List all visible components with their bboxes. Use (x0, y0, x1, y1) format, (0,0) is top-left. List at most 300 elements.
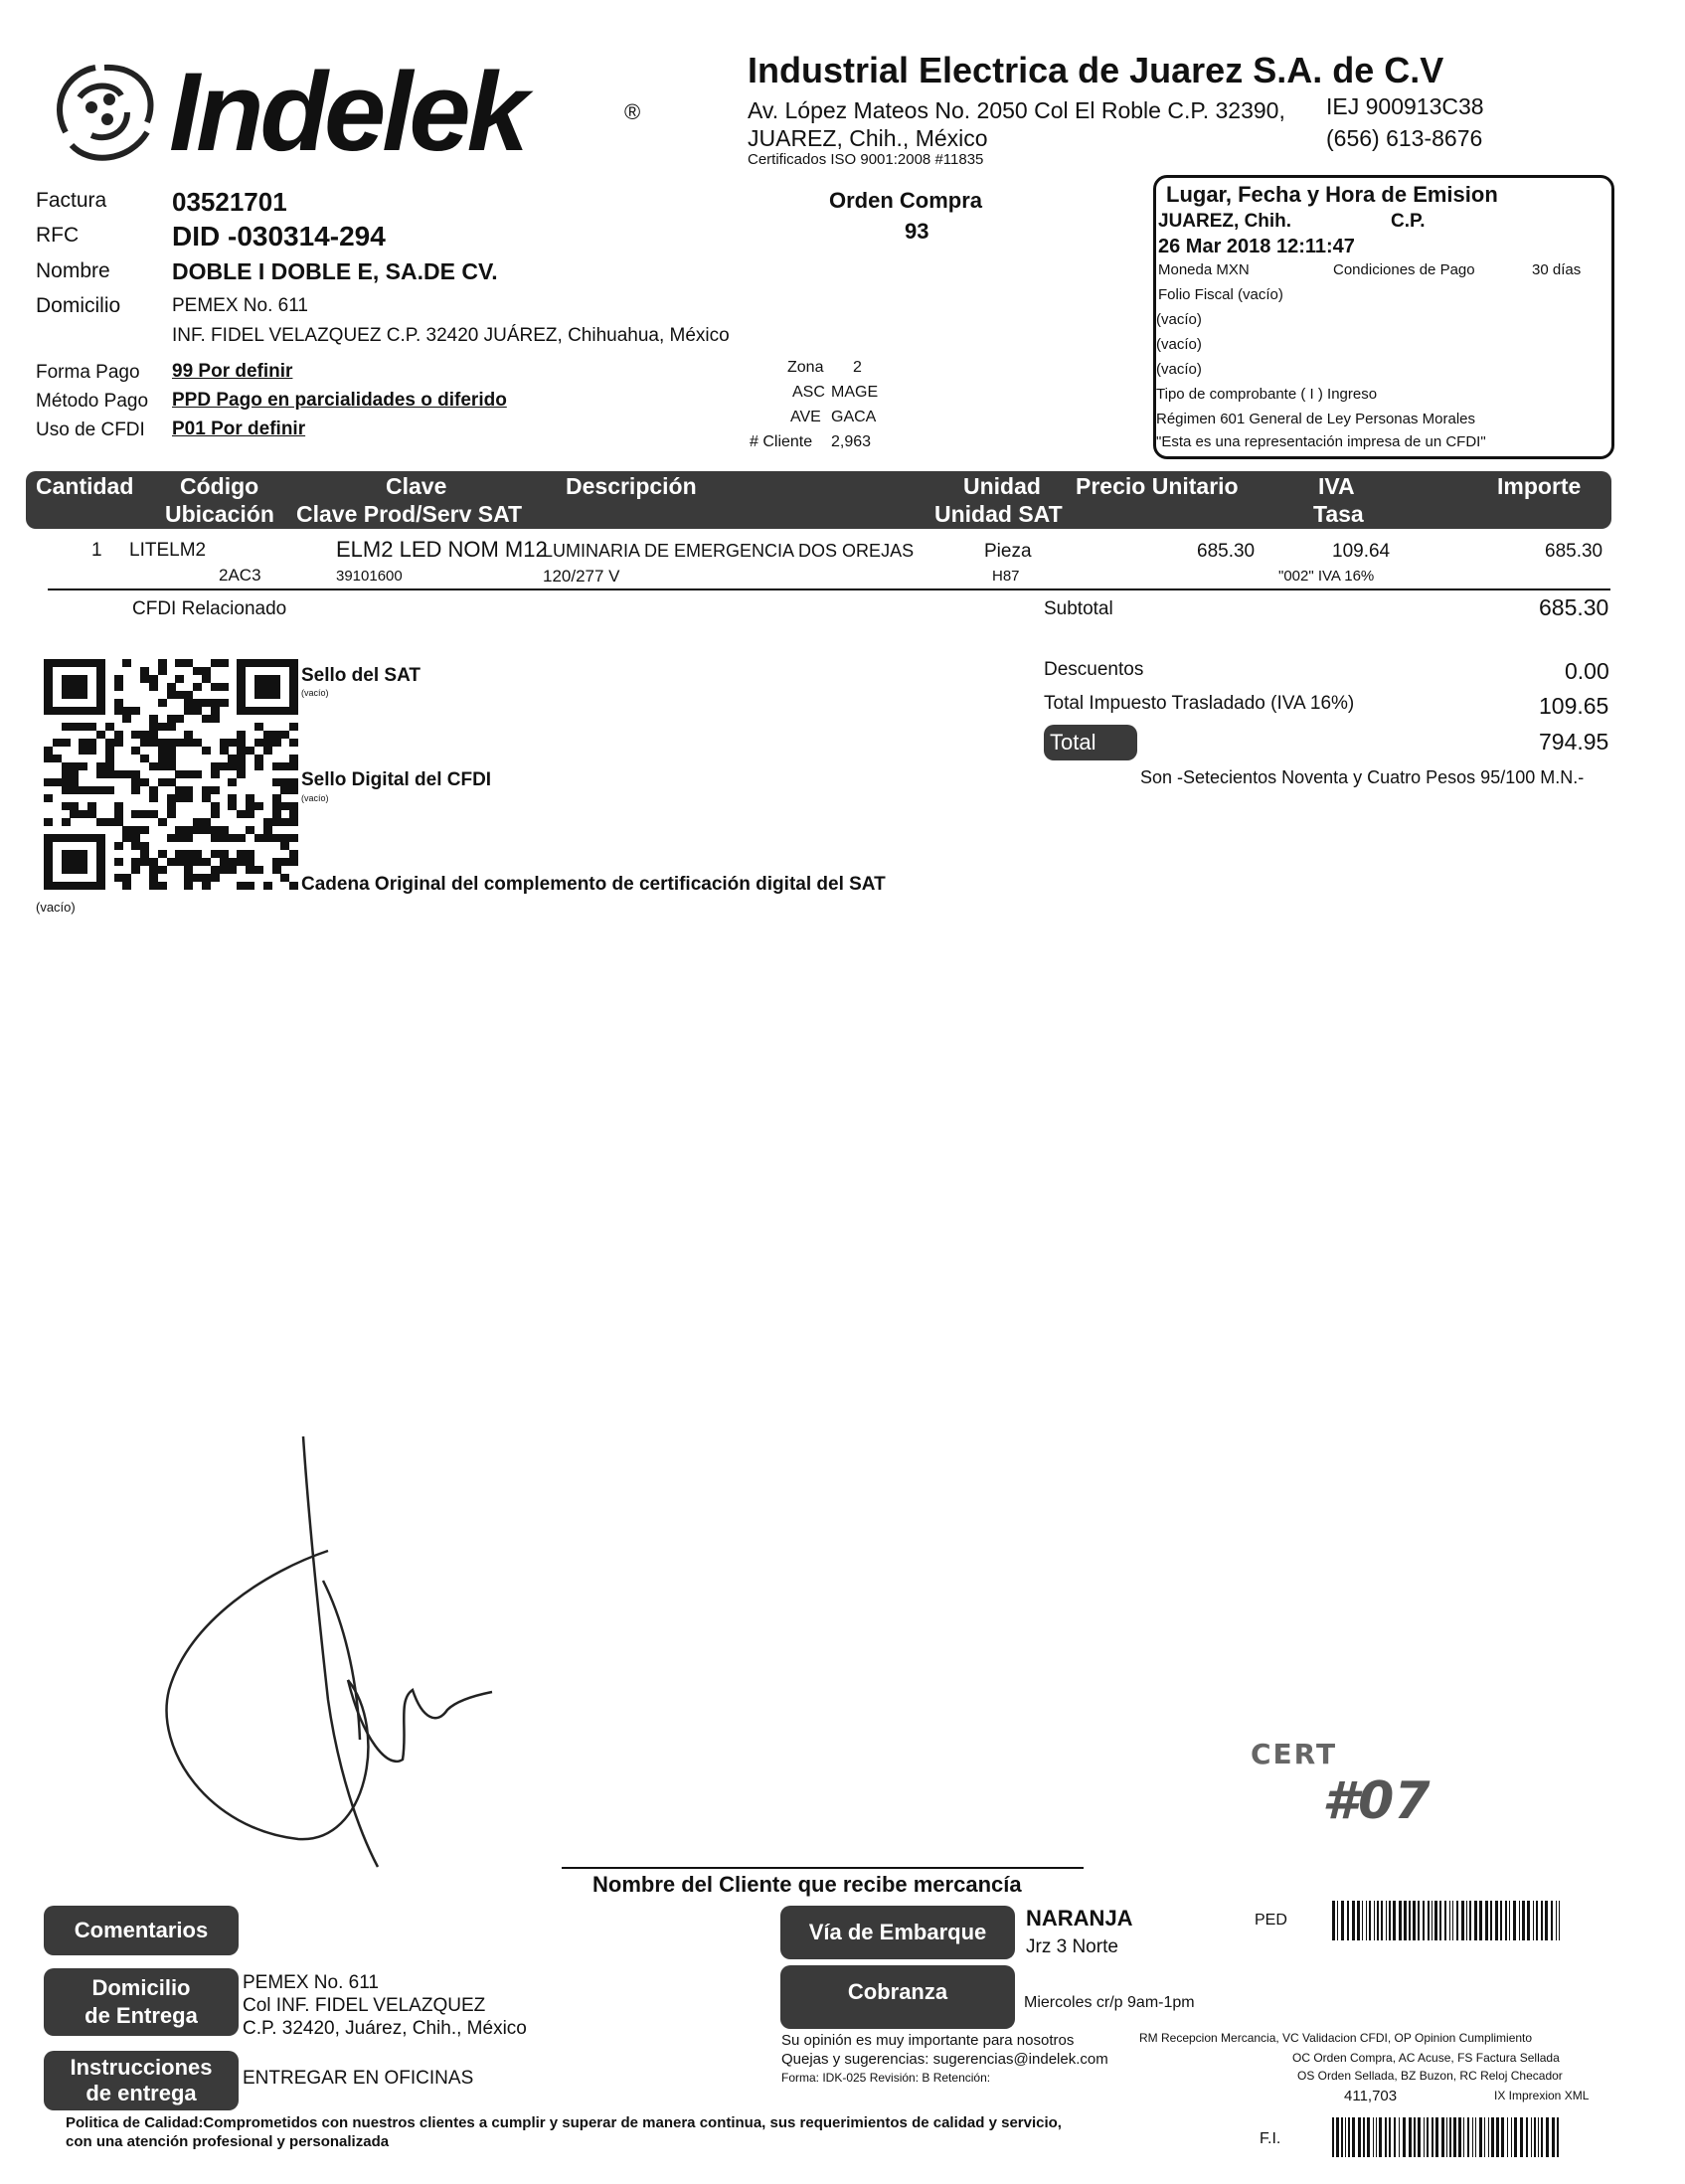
rfc-label: RFC (36, 224, 80, 247)
qr-module (96, 731, 105, 739)
qr-module (246, 747, 254, 755)
qr-module (237, 810, 246, 818)
nombre-value: DOBLE I DOBLE E, SA.DE CV. (172, 258, 498, 284)
barcode-bar (1495, 1901, 1498, 1940)
item-cantidad: 1 (91, 540, 102, 561)
qr-module (220, 858, 229, 866)
qr-module (202, 786, 211, 794)
barcode-bar (1399, 1901, 1402, 1940)
qr-module (211, 715, 220, 723)
qr-module (62, 786, 71, 794)
qr-module (131, 834, 140, 842)
barcode-bar (1413, 1901, 1416, 1940)
qr-module (62, 778, 71, 786)
sello-sat-value: (vacío) (301, 688, 329, 698)
qr-module (246, 810, 254, 818)
qr-module (246, 802, 254, 810)
qr-module (87, 802, 96, 810)
nombre-label: Nombre (36, 259, 110, 282)
barcode-bar (1488, 2117, 1489, 2157)
barcode-bar (1449, 1901, 1450, 1940)
qr-module (175, 850, 184, 858)
qr-module (280, 731, 289, 739)
fi-label: F.I. (1260, 2130, 1281, 2147)
qr-module (167, 794, 176, 802)
qr-module (280, 818, 289, 826)
logo-text: Indelek (169, 50, 525, 174)
qr-module (272, 818, 281, 826)
qr-module (167, 683, 176, 691)
legend-line4: IX Imprexion XML (1494, 2089, 1590, 2102)
factura-label: Factura (36, 189, 107, 212)
qr-module (237, 747, 246, 755)
col-codigo: Código (180, 473, 259, 499)
qr-module (140, 826, 149, 834)
qr-module (96, 762, 105, 770)
barcode-bar (1520, 2117, 1523, 2157)
col-clave: Clave (386, 473, 447, 499)
qr-module (193, 707, 202, 715)
barcode-bar (1511, 2117, 1512, 2157)
qr-module (105, 739, 114, 747)
qr-module (237, 762, 246, 770)
qr-module (114, 770, 123, 778)
qr-module (158, 882, 167, 890)
barcode-bar (1513, 1901, 1516, 1940)
qr-module (184, 858, 193, 866)
barcode-bar (1441, 2117, 1444, 2157)
col-cantidad: Cantidad (36, 473, 134, 499)
qr-module (70, 778, 79, 786)
qr-module (237, 858, 246, 866)
ave-label: AVE (790, 409, 821, 425)
total-value: 794.95 (1539, 729, 1609, 755)
qr-module (280, 842, 289, 850)
qr-module (140, 842, 149, 850)
representacion: "Esta es una representación impresa de un CFDI" (1156, 433, 1486, 450)
qr-module (114, 818, 123, 826)
col-importe: Importe (1497, 473, 1582, 499)
qr-module (140, 810, 149, 818)
item-clave-prod: 39101600 (336, 568, 403, 585)
col-unidad: Unidad (963, 473, 1041, 499)
emission-datetime: 26 Mar 2018 12:11:47 (1158, 236, 1355, 257)
registered-mark: ® (624, 99, 641, 124)
qr-module (202, 675, 211, 683)
qr-module (289, 755, 298, 762)
qr-module (211, 866, 220, 874)
barcode-bar (1414, 2117, 1416, 2157)
qr-module (131, 866, 140, 874)
items-table-header (26, 471, 1611, 529)
qr-module (263, 826, 272, 834)
barcode-bar (1538, 2117, 1539, 2157)
qr-module (175, 826, 184, 834)
qr-module (114, 810, 123, 818)
qr-module (254, 755, 263, 762)
qr-module (211, 762, 220, 770)
barcode-bar (1435, 2117, 1438, 2157)
qr-module (280, 802, 289, 810)
barcode-bar (1394, 2117, 1396, 2157)
signature-line (562, 1867, 1084, 1869)
barcode-bar (1526, 2117, 1528, 2157)
qr-module (44, 818, 53, 826)
barcode-bar (1347, 1901, 1349, 1940)
barcode-bar (1456, 1901, 1458, 1940)
vacio-3: (vacío) (1156, 361, 1202, 378)
qr-module (193, 667, 202, 675)
qr-module (131, 747, 140, 755)
qr-module (114, 739, 123, 747)
qr-module (140, 739, 149, 747)
qr-module (167, 723, 176, 731)
descuentos-value: 0.00 (1565, 658, 1609, 684)
qr-code (44, 659, 298, 890)
qr-module (158, 850, 167, 858)
qr-module (220, 866, 229, 874)
qr-module (122, 715, 131, 723)
forma-text: Forma: IDK-025 Revisión: B Retención: (781, 2071, 991, 2085)
qr-module (263, 731, 272, 739)
barcode-bar (1363, 2117, 1365, 2157)
qr-finder (254, 675, 280, 699)
qr-module (263, 882, 272, 890)
qr-module (211, 874, 220, 882)
descuentos-label: Descuentos (1044, 659, 1144, 680)
qr-module (149, 715, 158, 723)
qr-module (237, 834, 246, 842)
barcode-bar (1552, 2117, 1555, 2157)
qr-module (131, 778, 140, 786)
barcode-bar (1432, 2117, 1433, 2157)
barcode-bar (1536, 1901, 1538, 1940)
qr-module (280, 874, 289, 882)
cobranza-value: Miercoles cr/p 9am-1pm (1024, 1994, 1195, 2011)
col-descripcion: Descripción (566, 473, 697, 499)
barcode-bar (1461, 1901, 1464, 1940)
qr-module (158, 723, 167, 731)
barcode-bar (1479, 1901, 1482, 1940)
qr-module (167, 691, 176, 699)
qr-module (158, 818, 167, 826)
emission-title: Lugar, Fecha y Hora de Emision (1166, 182, 1498, 207)
barcode-bar (1376, 2117, 1377, 2157)
qr-module (87, 723, 96, 731)
qr-module (140, 667, 149, 675)
qr-module (70, 802, 79, 810)
barcode-bar (1449, 2117, 1451, 2157)
condiciones-pago: Condiciones de Pago (1333, 261, 1475, 278)
qr-module (149, 723, 158, 731)
qr-module (184, 826, 193, 834)
barcode-bar (1466, 1901, 1467, 1940)
qr-module (228, 755, 237, 762)
barcode-bar (1541, 2117, 1543, 2157)
qr-module (193, 683, 202, 691)
barcode-bar (1374, 1901, 1375, 1940)
qr-module (96, 770, 105, 778)
qr-module (228, 794, 237, 802)
qr-module (193, 874, 202, 882)
emission-cp: C.P. (1391, 211, 1426, 232)
item-codigo: LITELM2 (129, 540, 207, 561)
qr-module (140, 858, 149, 866)
item-unidad-sat: H87 (992, 568, 1020, 585)
qr-module (96, 818, 105, 826)
qr-module (254, 739, 263, 747)
qr-module (280, 762, 289, 770)
qr-module (158, 667, 167, 675)
qr-module (193, 858, 202, 866)
qr-module (131, 842, 140, 850)
barcode-bar (1428, 1901, 1430, 1940)
qr-module (220, 834, 229, 842)
barcode-bar (1556, 1901, 1557, 1940)
qr-module (246, 850, 254, 858)
barcode-bar (1545, 1901, 1548, 1940)
barcode-bar (1434, 1901, 1437, 1940)
qr-module (114, 675, 123, 683)
qr-module (131, 707, 140, 715)
qr-module (140, 731, 149, 739)
quejas-text: Quejas y sugerencias: sugerencias@indelek.com (781, 2051, 1108, 2068)
item-clave: ELM2 LED NOM M12 (336, 537, 548, 562)
item-tasa: "002" IVA 16% (1278, 568, 1375, 585)
qr-module (202, 794, 211, 802)
qr-module (202, 667, 211, 675)
qr-module (70, 762, 79, 770)
barcode-bar (1514, 2117, 1517, 2157)
reference-code: 411,703 (1344, 2088, 1398, 2104)
barcode-bar (1501, 2117, 1504, 2157)
vacio-2: (vacío) (1156, 336, 1202, 353)
barcode-bar (1444, 1901, 1446, 1940)
qr-module (289, 802, 298, 810)
qr-module (272, 810, 281, 818)
qr-module (122, 826, 131, 834)
qr-module (149, 874, 158, 882)
via-embarque-value: NARANJA (1026, 1906, 1133, 1931)
qr-module (220, 683, 229, 691)
barcode-bar (1332, 1901, 1335, 1940)
qr-module (122, 834, 131, 842)
tipo-comprobante: Tipo de comprobante ( I ) Ingreso (1156, 386, 1378, 403)
barcode-bar (1551, 1901, 1553, 1940)
barcode-bar (1475, 2117, 1476, 2157)
qr-module (254, 723, 263, 731)
barcode-bar (1519, 1901, 1520, 1940)
qr-module (202, 874, 211, 882)
rfc-value: DID -030314-294 (172, 221, 386, 252)
qr-module (289, 834, 298, 842)
qr-module (158, 659, 167, 667)
qr-module (184, 882, 193, 890)
company-cert: Certificados ISO 9001:2008 #11835 (748, 151, 984, 168)
asc-value: MAGE (831, 384, 879, 401)
factura-number: 03521701 (172, 187, 287, 217)
metodo-pago-label: Método Pago (36, 391, 149, 412)
qr-module (87, 739, 96, 747)
qr-module (202, 715, 211, 723)
qr-module (62, 739, 71, 747)
barcode-bar (1369, 1901, 1371, 1940)
qr-module (211, 786, 220, 794)
instrucciones-line2: de entrega (85, 2081, 197, 2105)
barcode-bar (1399, 2117, 1400, 2157)
barcode-bar (1386, 1901, 1387, 1940)
qr-module (175, 691, 184, 699)
qr-module (202, 699, 211, 707)
item-descripcion: LUMINARIA DE EMERGENCIA DOS OREJAS (543, 541, 915, 561)
qr-module (246, 882, 254, 890)
qr-finder (62, 675, 87, 699)
cfdi-relacionado: CFDI Relacionado (132, 598, 287, 619)
total-label: Total (1044, 725, 1137, 760)
barcode-bar (1474, 1901, 1477, 1940)
qr-module (272, 834, 281, 842)
qr-module (237, 731, 246, 739)
qr-module (44, 747, 53, 755)
qr-module (167, 762, 176, 770)
qr-module (237, 739, 246, 747)
qr-module (131, 826, 140, 834)
barcode-bar (1485, 1901, 1488, 1940)
qr-module (228, 762, 237, 770)
barcode-bar (1424, 2117, 1425, 2157)
barcode-bar (1409, 2117, 1412, 2157)
barcode-bar (1337, 1901, 1338, 1940)
table-divider (48, 588, 1610, 590)
qr-module (175, 858, 184, 866)
qr-module (167, 739, 176, 747)
qr-module (105, 762, 114, 770)
qr-module (246, 826, 254, 834)
qr-module (280, 778, 289, 786)
qr-module (184, 874, 193, 882)
barcode-bar (1522, 1901, 1525, 1940)
barcode-bar (1403, 2117, 1406, 2157)
barcode-bar (1453, 2117, 1456, 2157)
qr-module (184, 770, 193, 778)
qr-module (114, 683, 123, 691)
qr-module (211, 770, 220, 778)
qr-module (167, 747, 176, 755)
qr-module (149, 786, 158, 794)
qr-module (44, 794, 53, 802)
qr-module (220, 739, 229, 747)
qr-module (211, 683, 220, 691)
qr-module (122, 707, 131, 715)
barcode-bar (1500, 1901, 1502, 1940)
company-logo (30, 38, 656, 187)
sello-sat-label: Sello del SAT (301, 665, 421, 686)
qr-module (105, 818, 114, 826)
qr-module (175, 675, 184, 683)
qr-module (184, 691, 193, 699)
qr-module (131, 731, 140, 739)
qr-module (158, 699, 167, 707)
item-iva: 109.64 (1332, 541, 1391, 562)
cert-stamp (1251, 1738, 1337, 1770)
qr-module (193, 699, 202, 707)
cliente-value: 2,963 (831, 433, 872, 450)
qr-module (263, 834, 272, 842)
qr-module (149, 675, 158, 683)
cadena-value: (vacío) (36, 900, 76, 915)
cobranza-label: Cobranza (780, 1965, 1015, 2029)
via-embarque-label: Vía de Embarque (780, 1906, 1015, 1959)
company-phone: (656) 613-8676 (1326, 125, 1483, 151)
item-descripcion-2: 120/277 V (543, 567, 620, 586)
qr-module (158, 739, 167, 747)
moneda: Moneda MXN (1158, 261, 1250, 278)
qr-module (79, 723, 87, 731)
qr-module (167, 802, 176, 810)
stamp-text: CERT (1251, 1738, 1338, 1770)
barcode-bar (1507, 2117, 1508, 2157)
qr-module (211, 850, 220, 858)
qr-module (175, 794, 184, 802)
qr-module (254, 834, 263, 842)
orden-compra-label: Orden Compra (829, 188, 983, 213)
qr-module (263, 818, 272, 826)
barcode-bar (1352, 1901, 1355, 1940)
barcode-bar (1381, 1901, 1383, 1940)
domicilio-label: Domicilio (36, 294, 121, 317)
qr-module (237, 882, 246, 890)
qr-module (140, 778, 149, 786)
barcode-bar (1393, 1901, 1396, 1940)
stamp-number: #07 (1322, 1771, 1431, 1831)
swirl-logo-icon (30, 38, 179, 187)
qr-module (44, 778, 53, 786)
qr-module (131, 858, 140, 866)
barcode-bar (1452, 1901, 1453, 1940)
qr-module (158, 747, 167, 755)
barcode-bar (1559, 1901, 1560, 1940)
company-address2: JUAREZ, Chih., México (748, 125, 988, 151)
entrega-address1: PEMEX No. 611 (243, 1972, 379, 1993)
barcode-bar (1341, 1901, 1344, 1940)
qr-module (237, 850, 246, 858)
barcode-bar (1446, 2117, 1447, 2157)
qr-module (272, 802, 281, 810)
qr-module (280, 834, 289, 842)
qr-module (228, 802, 237, 810)
qr-module (175, 786, 184, 794)
barcode-bar (1427, 2117, 1429, 2157)
qr-module (149, 866, 158, 874)
qr-module (184, 834, 193, 842)
barcode-bar (1490, 1901, 1492, 1940)
forma-pago-value: 99 Por definir (172, 361, 293, 382)
qr-module (79, 747, 87, 755)
qr-module (167, 715, 176, 723)
barcode-bar (1463, 2117, 1464, 2157)
legend-line1: RM Recepcion Mercancia, VC Validacion CFDI, OP Opinion Cumplimiento (1139, 2031, 1533, 2045)
barcode-bar (1509, 1901, 1510, 1940)
qr-module (228, 778, 237, 786)
qr-module (237, 755, 246, 762)
barcode-bar (1496, 2117, 1499, 2157)
barcode-bar (1341, 2117, 1343, 2157)
qr-module (149, 683, 158, 691)
item-ubicacion: 2AC3 (219, 566, 261, 585)
barcode-bar (1546, 2117, 1549, 2157)
qr-module (70, 810, 79, 818)
qr-module (228, 866, 237, 874)
